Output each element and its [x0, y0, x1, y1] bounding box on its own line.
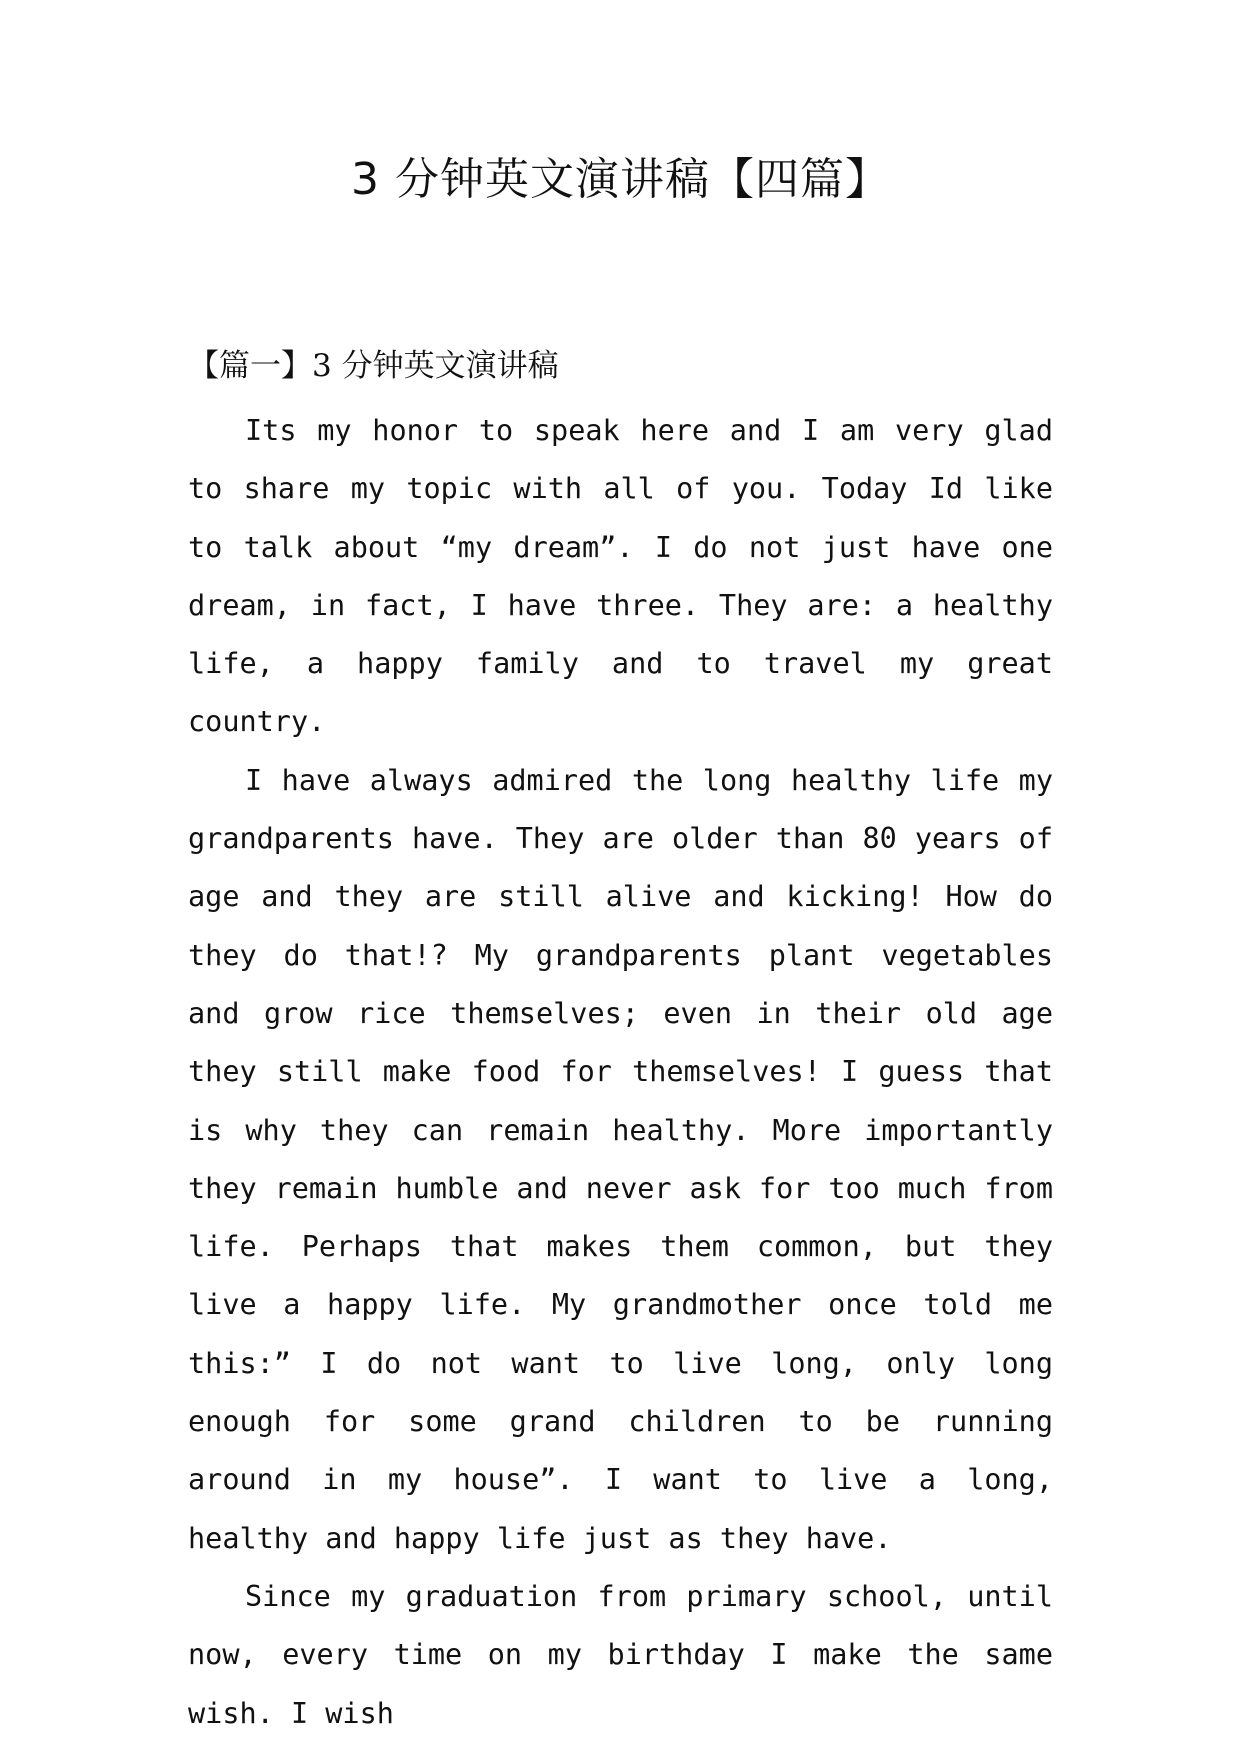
document-title: 3 分钟英文演讲稿【四篇】: [351, 154, 890, 205]
section-heading: 【篇一】3 分钟英文演讲稿: [188, 348, 559, 384]
paragraph-3: Since my graduation from primary school, until now, every time on my birthday I make the same wish. I wish: [188, 1579, 1053, 1730]
document-body: [188, 402, 1053, 1743]
paragraph-1: Its my honor to speak here and I am very glad to share my topic with all of you. Today Id like to talk about “my dream”. I do not just have one dream, in fact, I have three. They are: a healthy life, a happy family and to travel my great country.: [188, 414, 1053, 739]
paragraph-2: I have always admired the long healthy life my grandparents have. They are older than 80 years of age and they are still alive and kicking! How do they do that!? My grandparents plant vegetables and grow rice themselves; even in their old age they still make food for themselves! I guess that is why they can remain healthy. More importantly they remain humble and never ask for too much from life. Perhaps that makes them common, but they live a happy life. My grandmother once told me this:” I do not want to live long, only long enough for some grand children to be running around in my house”. I want to live a long, healthy and happy life just as they have.: [188, 763, 1053, 1555]
